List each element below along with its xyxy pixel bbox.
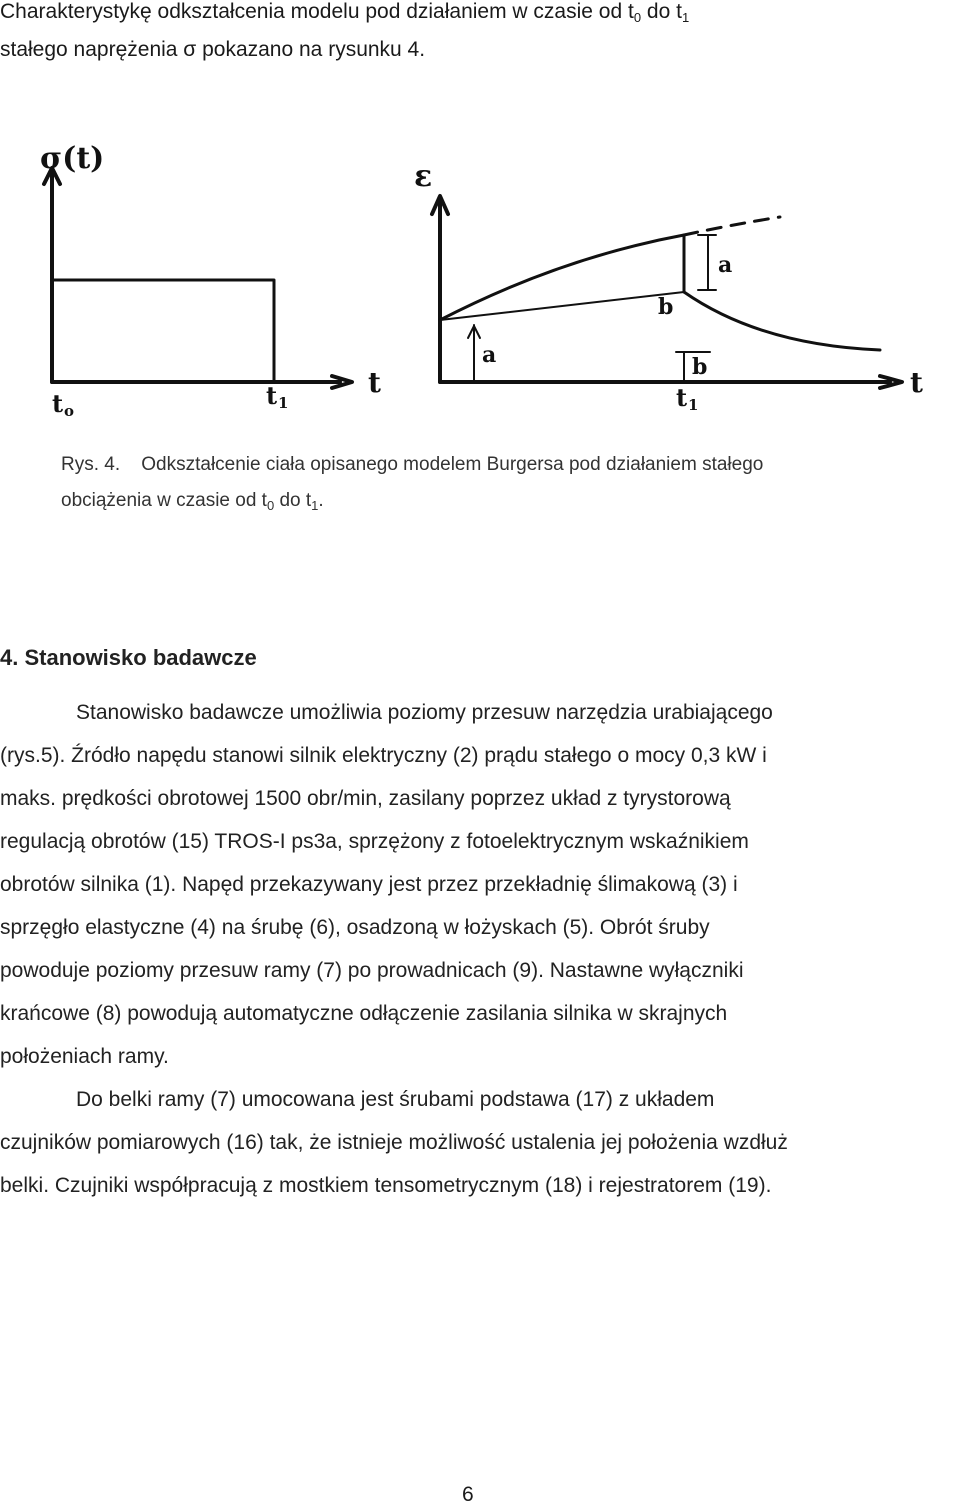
- label-b-right: b: [692, 354, 708, 380]
- paragraph-1-line-5: obrotów silnika (1). Napęd przekazywany jest przez przekładnię ślimakową (3) i: [0, 873, 738, 896]
- intro-line-2: stałego naprężenia σ pokazano na rysunku 4.: [0, 38, 426, 61]
- t0-label: [52, 389, 74, 420]
- intro-line-1: Charakterystykę odkształcenia modelu pod działaniem w czasie od $t_0$ do $t_1$: [0, 0, 690, 25]
- paragraph-1-line-3: maks. prędkości obrotowej 1500 obr/min, zasilany poprzez układ z tyrystorową: [0, 787, 731, 810]
- t1-label-right: [676, 383, 698, 414]
- paragraph-1-line-4: regulacją obrotów (15) TROS-I ps3a, sprzężony z fotoelektrycznym wskaźnikiem: [0, 830, 749, 853]
- t1-label-left: [266, 381, 288, 412]
- paragraph-1-line-8: krańcowe (8) powodują automatyczne odłączenie zasilania silnika w skrajnych: [0, 1002, 728, 1025]
- figure-caption-line-2: obciążenia w czasie od $t_0$ do $t_1$.: [61, 490, 324, 513]
- section-heading: 4. Stanowisko badawcze: [0, 645, 257, 670]
- epsilon-axis-label: ε: [414, 159, 433, 194]
- linear-flow-line: [440, 292, 684, 320]
- paragraph-1-line-6: sprzęgło elastyczne (4) na śrubę (6), osadzoną w łożyskach (5). Obrót śruby: [0, 916, 710, 939]
- sigma-axis-label: σ(t): [40, 141, 105, 176]
- label-a-right: a: [718, 252, 733, 278]
- svg-text:o: o: [64, 402, 75, 420]
- strain-plot: [414, 159, 923, 414]
- svg-text:t: t: [266, 381, 278, 410]
- sigma-step-curve: [52, 280, 274, 382]
- sigma-t-label: t: [368, 366, 381, 399]
- label-b-top: b: [658, 294, 674, 320]
- page-number: 6: [462, 1483, 474, 1506]
- figure-4: [0, 100, 960, 440]
- figure-caption-line-1: Rys. 4. Odkształcenie ciała opisanego modelem Burgersa pod działaniem stałego: [61, 454, 764, 475]
- paragraph-2-line-3: belki. Czujniki współpracują z mostkiem tensometrycznym (18) i rejestratorem (19).: [0, 1174, 772, 1197]
- creep-continuation-dashed: [684, 217, 780, 235]
- epsilon-t-label: t: [910, 366, 923, 399]
- svg-text:1: 1: [278, 394, 289, 412]
- paragraph-1-line-9: położeniach ramy.: [0, 1045, 169, 1068]
- paragraph-1-line-7: powoduje poziomy przesuw ramy (7) po prowadnicach (9). Nastawne wyłączniki: [0, 959, 744, 982]
- paragraph-2-line-2: czujników pomiarowych (16) tak, że istnieje możliwość ustalenia jej położenia wzdłuż: [0, 1131, 788, 1154]
- svg-text:t: t: [52, 389, 64, 418]
- paragraph-1-line-2: (rys.5). Źródło napędu stanowi silnik elektryczny (2) prądu stałego o mocy 0,3 kW i: [0, 744, 767, 767]
- svg-text:t: t: [676, 383, 688, 412]
- paragraph-1-line-1: Stanowisko badawcze umożliwia poziomy przesuw narzędzia urabiającego: [76, 701, 773, 724]
- label-a-left: a: [482, 342, 497, 368]
- recovery-curve: [684, 292, 880, 350]
- sigma-plot: [40, 141, 381, 420]
- paragraph-2-line-1: Do belki ramy (7) umocowana jest śrubami podstawa (17) z układem: [76, 1088, 715, 1111]
- creep-curve: [440, 235, 684, 320]
- svg-text:1: 1: [688, 396, 699, 414]
